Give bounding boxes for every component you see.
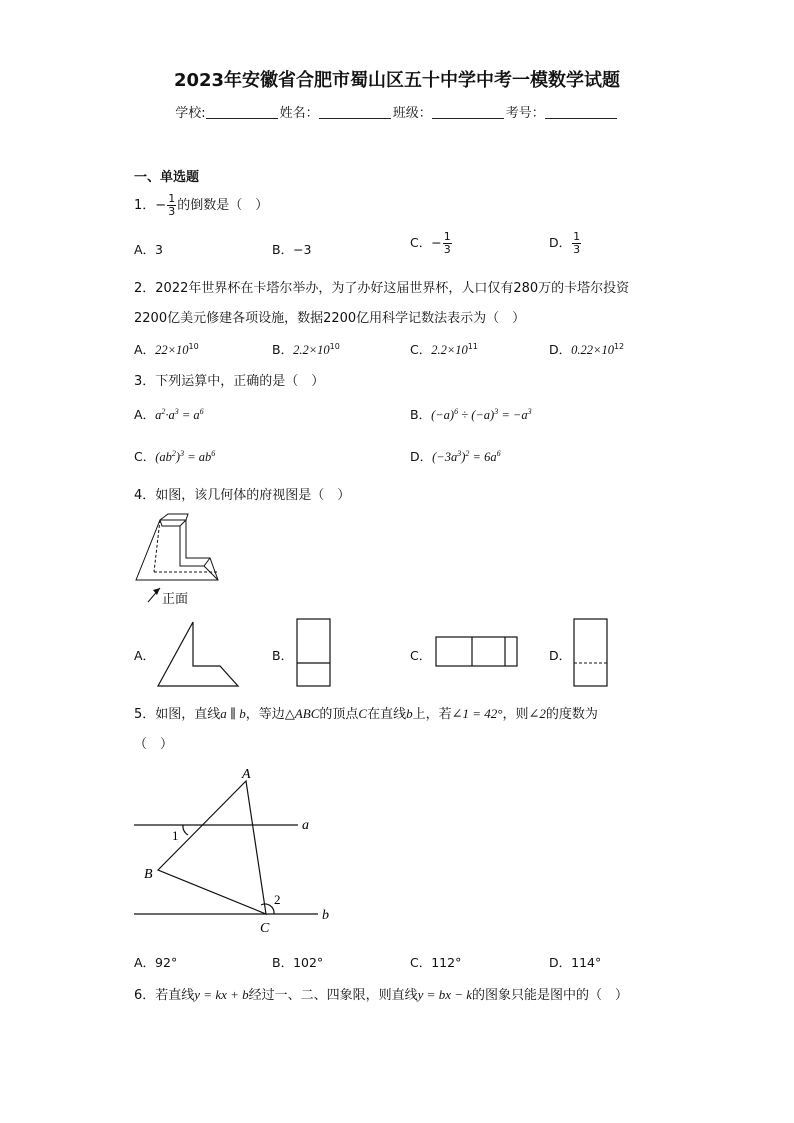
q4-option-d[interactable]: D． [549, 648, 572, 663]
q1-option-b[interactable]: B．−3 [272, 242, 312, 257]
q4-stem: 4．如图，该几何体的府视图是（ ） [134, 488, 351, 503]
school-label: 学校: [175, 106, 206, 121]
q5-option-a[interactable]: A．92° [134, 955, 178, 970]
solid-front-outline [136, 520, 218, 580]
q5-line-2: （ ） [134, 737, 174, 752]
school-blank[interactable] [206, 105, 278, 119]
option-b-rect [297, 619, 330, 686]
label-angle-2: 2 [274, 892, 281, 907]
number-label: 考号： [505, 106, 545, 121]
name-blank[interactable] [319, 105, 391, 119]
class-label: 班级： [392, 106, 432, 121]
student-info-line [0, 102, 794, 121]
label-b-vertex: B [144, 867, 153, 882]
page-title: 2023年安徽省合肥市蜀山区五十中学中考一模数学试题 [173, 70, 621, 91]
label-c-vertex: C [260, 921, 270, 936]
triangle-abc [158, 781, 266, 914]
q3-option-d[interactable]: D．$(-3a^3)^2 = 6a^6$ [410, 448, 501, 464]
q4-option-b[interactable]: B． [272, 648, 294, 663]
q4-option-c-figure[interactable] [435, 636, 519, 668]
q1-stem: 的倒数是（ ） [177, 198, 269, 213]
q6-stem: 6．若直线y = kx + b经过一、二、四象限，则直线y = bx − k的图象只能是图中的（ ） [134, 987, 629, 1003]
solid-step-edge [180, 526, 210, 566]
front-label: 正面 [162, 592, 189, 607]
q5-geometry-figure [130, 762, 340, 938]
label-line-b: b [322, 908, 329, 923]
q1-option-d[interactable]: D． $\frac{1}{3}$ [549, 230, 581, 256]
solid-inner-edge [160, 520, 186, 526]
q3-option-c[interactable]: C．$(ab^2)^3 = ab^6$ [134, 448, 216, 464]
option-a-shape [158, 622, 238, 686]
q4-option-a[interactable]: A． [134, 648, 156, 663]
q2-line-2: 2200亿美元修建各项设施，数据2200亿用科学记数法表示为（ ） [134, 311, 526, 326]
q2-option-c[interactable]: C．$2.2\times 10^{11}$ [410, 341, 478, 357]
label-line-a: a [302, 818, 309, 833]
q2-line-1: 2．2022年世界杯在卡塔尔举办，为了办好这届世界杯，人口仅有280万的卡塔尔投资 [134, 281, 630, 296]
solid-top-edge [160, 514, 188, 520]
label-a-vertex: A [242, 767, 251, 782]
q5-line-1: 5．如图，直线a ∥ b，等边△ABC的顶点C在直线b上，若∠1 = 42°，则∠2的度数为 [134, 706, 598, 722]
class-blank[interactable] [432, 105, 504, 119]
q3-stem: 3．下列运算中，正确的是（ ） [134, 374, 325, 389]
q2-option-d[interactable]: D．$0.22\times 10^{12}$ [549, 341, 625, 357]
q5-option-b[interactable]: B．102° [272, 955, 324, 970]
name-label: 姓名： [279, 106, 319, 121]
section-heading: 一、单选题 [134, 170, 200, 185]
front-arrow-head [153, 588, 160, 595]
angle-1-arc [183, 825, 188, 835]
question-1: 1．− $\frac{1}{3}$ 的倒数是（ ） [134, 192, 269, 218]
q4-option-c[interactable]: C． [410, 648, 432, 663]
q4-option-b-figure[interactable] [296, 618, 332, 688]
q3-option-a[interactable]: A．$a^2\cdot a^3 = a^6$ [134, 406, 204, 422]
q4-option-a-figure[interactable] [156, 620, 240, 688]
q1-option-a[interactable]: A．3 [134, 242, 164, 257]
q5-option-c[interactable]: C．112° [410, 955, 462, 970]
q3-option-b[interactable]: B．$(-a)^6 \div (-a)^3 = -a^3$ [410, 406, 532, 422]
q1-number: 1． [134, 198, 156, 213]
q2-option-b[interactable]: B．$2.2\times 10^{10}$ [272, 341, 340, 357]
q1-option-c[interactable]: C．− $\frac{1}{3}$ [410, 230, 451, 256]
q1-fraction: $\frac{1}{3}$ [168, 192, 176, 218]
q4-option-d-figure[interactable] [573, 618, 609, 688]
q2-option-a[interactable]: A．$22\times 10^{10}$ [134, 341, 199, 357]
option-d-rect [574, 619, 607, 686]
number-blank[interactable] [545, 105, 617, 119]
q5-option-d[interactable]: D．114° [549, 955, 602, 970]
label-angle-1: 1 [172, 828, 179, 843]
